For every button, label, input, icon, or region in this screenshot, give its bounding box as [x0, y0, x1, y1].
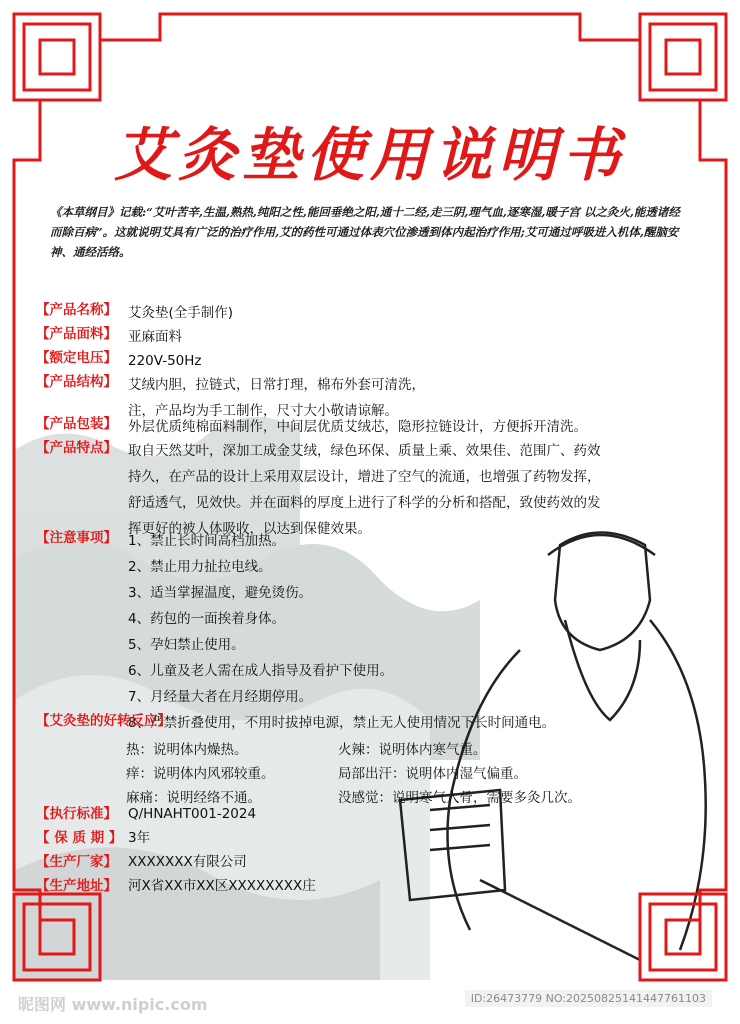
- spec-features: [36, 438, 716, 542]
- info-value: 河X省XX市XX区XXXXXXXX庄: [128, 878, 316, 894]
- info-value: 3年: [128, 830, 151, 846]
- info-address: [36, 876, 716, 897]
- watermark-site: 昵图网 www.nipic.com: [18, 995, 208, 1014]
- spec-value: 注，产品均为手工制作，尺寸大小敬请谅解。: [128, 403, 398, 419]
- reaction-item: 痒：说明体内风邪较重。: [126, 766, 275, 782]
- spec-voltage: [36, 348, 716, 374]
- reactions-label: 【艾灸垫的好转反应】: [36, 713, 171, 729]
- spec-value: 取自天然艾叶，深加工成金艾绒，绿色环保、质量上乘、效果佳、范围广、药效: [128, 443, 601, 459]
- spec-label: 【产品包装】: [36, 416, 117, 432]
- note-item: 2、禁止用力扯拉电线。: [128, 559, 272, 575]
- note-item: 6、儿童及老人需在成人指导及看护下使用。: [128, 663, 394, 679]
- spec-value: 挥更好的被人体吸收，以达到保健效果。: [128, 521, 371, 537]
- spec-product-name: [36, 300, 716, 326]
- spec-label: 【产品特点】: [36, 440, 117, 456]
- note-item: 4、药包的一面挨着身体。: [128, 611, 286, 627]
- intro-paragraph: 《本草纲目》记载:“艾叶苦辛,生温,熟热,纯阳之性,能回垂绝之阳,通十二经,走三阴,理气血,逐寒湿,暖子宫 以之灸火,能透诸经而除百病”。这就说明艾具有广泛的治疗作用,艾的药性可通过体表穴位渗透到体内起治疗作用;艾可通过呼吸进入机体,醒脑安神、通经活络。: [50, 205, 680, 259]
- note-item: 7、月经量大者在月经期停用。: [128, 689, 313, 705]
- reaction-item: 麻痛：说明经络不通。: [126, 790, 261, 806]
- notes-section: [36, 528, 716, 736]
- reaction-item: 局部出汗：说明体内湿气偏重。: [338, 766, 527, 782]
- spec-value: 持久，在产品的设计上采用双层设计，增进了空气的流通，也增强了药物发挥，: [128, 469, 601, 485]
- spec-packaging: [36, 414, 716, 440]
- reaction-item: 热：说明体内燥热。: [126, 742, 248, 758]
- reactions-heading-row: [36, 711, 716, 732]
- spec-value: 舒适透气，见效快。并在面料的厚度上进行了科学的分析和搭配，致使药效的发: [128, 495, 601, 511]
- info-label: 【生产地址】: [36, 878, 117, 894]
- spec-label: 【额定电压】: [36, 350, 117, 366]
- reaction-item: 火辣：说明体内寒气重。: [338, 742, 487, 758]
- spec-label: 【产品名称】: [36, 302, 117, 318]
- spec-value: 220V-50Hz: [128, 353, 202, 369]
- info-manufacturer: [36, 852, 716, 873]
- spec-label: 【产品结构】: [36, 374, 117, 390]
- info-shelf-life: [36, 828, 716, 849]
- notes-label: 【注意事项】: [36, 530, 117, 546]
- spec-value: 亚麻面料: [128, 329, 182, 345]
- spec-fabric: [36, 324, 716, 350]
- watermark-id: ID:26473779 NO:20250825141447761103: [465, 990, 712, 1007]
- spec-value: 艾绒内胆，拉链式，日常打理，棉布外套可清洗，: [128, 377, 425, 393]
- info-label: 【执行标准】: [36, 806, 117, 822]
- note-item: 1、禁止长时间高档加热。: [128, 533, 286, 549]
- note-item: 5、孕妇禁止使用。: [128, 637, 245, 653]
- note-item: 8、严禁折叠使用，不用时拔掉电源，禁止无人使用情况下长时间通电。: [128, 715, 556, 731]
- info-standard: [36, 804, 716, 825]
- note-item: 3、适当掌握温度，避免烫伤。: [128, 585, 313, 601]
- spec-value: 艾灸垫(全手制作): [128, 305, 234, 321]
- info-value: Q/HNAHT001-2024: [128, 806, 257, 822]
- page-title: 艾灸垫使用说明书: [113, 121, 626, 189]
- spec-value: 外层优质纯棉面料制作，中间层优质艾绒芯，隐形拉链设计，方便拆开清洗。: [128, 419, 587, 435]
- info-label: 【 保 质 期 】: [36, 830, 123, 846]
- spec-label: 【产品面料】: [36, 326, 117, 342]
- info-label: 【生产厂家】: [36, 854, 117, 870]
- info-value: XXXXXXX有限公司: [128, 854, 247, 870]
- reaction-item: 没感觉：说明寒气入骨，需要多灸几次。: [338, 790, 581, 806]
